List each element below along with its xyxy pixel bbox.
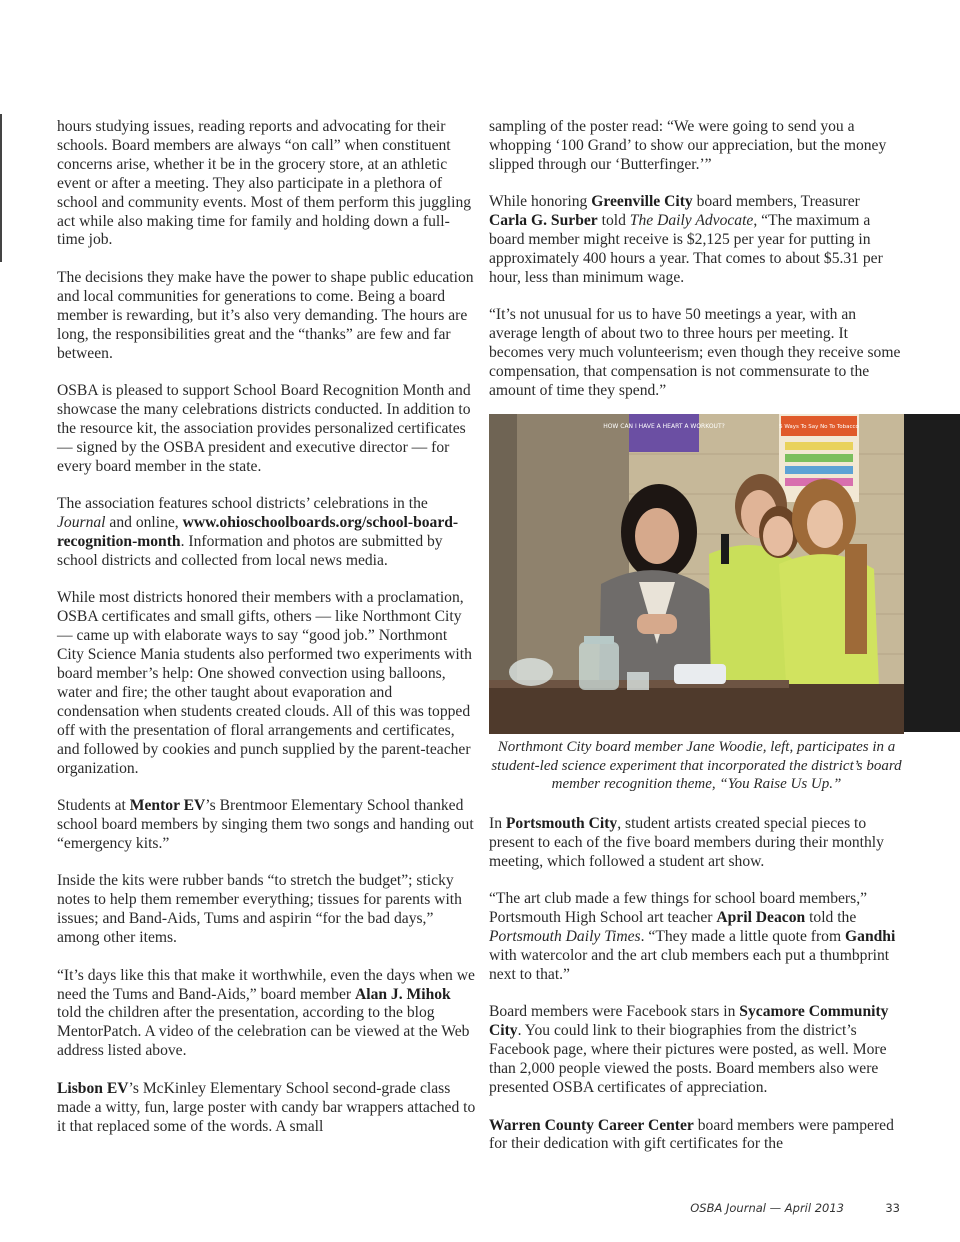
paragraph	[489, 1117, 901, 1155]
dark-side-bar	[904, 414, 960, 732]
paragraph: While most districts honored their members with a proclamation, OSBA certificates and small gifts, others — like Northmont City — came up with elaborate ways to say “good job.” Northmont City Science Mania students also performed two experiments with board member’s help: One showed convection using balloons, water and fire; the other taught about evaporation and condensation when students created clouds. All of this was topped off with the presentation of floral arrangements and certificates, and followed by cookies and punch supplied by the parent-teacher organization.	[57, 589, 472, 777]
photo-caption: Northmont City board member Jane Woodie, left, participates in a student-led science experiment that incorporated the district’s board member recognition theme, “You Raise Us Up.”	[491, 739, 902, 793]
paragraph: “It’s not unusual for us to have 50 meetings a year, with an average length of about two to three hours per meeting. It becomes very much volunteerism; even though they receive some compensation, that compensation is not commensurate to the amount of time they spend.”	[489, 306, 901, 400]
text-run: The association features school districts’ celebrations in the	[57, 495, 428, 513]
paragraph	[489, 193, 901, 288]
recognition-link[interactable]: www.ohioschoolboards.org/school-board-recognition-month	[57, 514, 459, 550]
paragraph	[57, 797, 477, 854]
district-name: Lisbon EV	[57, 1079, 129, 1097]
text-run: . You could link to their biographies from the district’s Facebook page, where their pictures were posted, as well. More than 2,000 people viewed the posts. Board members also were presented OSBA certificates of appreciation.	[489, 1022, 887, 1097]
paragraph	[489, 890, 901, 985]
text-run: , “The maximum a board member might receive is $2,125 per year for putting in approximately 400 hours a year. That comes to about $5.31 per hour, less than minimum wage.	[489, 212, 883, 286]
poster-text: 5 Ways To Say No To Tobacco	[779, 424, 859, 430]
newspaper-title: Portsmouth Daily Times	[489, 928, 641, 946]
text-run: ’s Brentmoor Elementary School thanked school board members by singing them two songs and handing out “emergency kits.”	[57, 797, 474, 852]
text-run: “It’s days like this that make it worthwhile, even the days when we need the Tums and Band-Aids,” board member	[57, 966, 475, 1003]
text-run: Board members were Facebook stars in	[489, 1003, 740, 1021]
text-run: ’s McKinley Elementary School second-grade class made a witty, fun, large poster with candy bar wrappers attached to it that replaced some of the words. A small	[57, 1079, 476, 1135]
district-name: Warren County Career Center	[489, 1116, 694, 1134]
text-run: board members were pampered for their dedication with gift certificates for the	[489, 1116, 894, 1153]
paragraph: OSBA is pleased to support School Board Recognition Month and showcase the many celebrations districts conducted. In addition to the resource kit, the association provides personalized certificates — signed by the OSBA president and executive director — for every board member in the state.	[57, 382, 471, 475]
text-run: While honoring	[489, 193, 592, 211]
paragraph	[57, 495, 477, 571]
text-run: told	[597, 212, 630, 230]
text-run: told the	[805, 909, 857, 927]
right-column-bottom	[489, 815, 901, 1154]
paragraph	[57, 1080, 477, 1137]
paragraph	[489, 1003, 901, 1098]
text-run: with watercolor and the art club members each put a thumbprint next to that.”	[489, 947, 890, 983]
text-run: “The art club made a few things for school board members,” Portsmouth High School art teacher	[489, 890, 868, 927]
journal-issue: OSBA Journal — April 2013	[690, 1201, 844, 1215]
right-column-top	[489, 118, 901, 401]
person-name: Carla G. Surber	[489, 212, 598, 230]
paragraph	[489, 815, 901, 872]
district-name: Greenville City	[591, 193, 693, 211]
journal-title: Journal	[57, 514, 106, 532]
person-name: Alan J. Mihok	[354, 985, 451, 1003]
paragraph: The decisions they make have the power to shape public education and local communities for generations to come. Being a board member is rewarding, but it’s also very demanding. The hours are long, the responsibilities great and the “thanks” are few and far between.	[57, 268, 474, 362]
person-name: Gandhi	[845, 928, 896, 946]
page-number: 33	[885, 1201, 900, 1215]
newspaper-title: The Daily Advocate	[629, 212, 754, 230]
poster-text: HOW CAN I HAVE A HEART A WORKOUT?	[603, 423, 725, 430]
text-run: . Information and photos are submitted by school districts and collected from local news media.	[57, 533, 443, 569]
text-run: and online,	[105, 514, 183, 532]
margin-rule	[0, 114, 2, 262]
classroom-photo	[489, 414, 904, 734]
paragraph: sampling of the poster read: “We were going to send you a whopping ‘100 Grand’ to show our appreciation, but the money slipped through our ‘Butterfinger.’”	[489, 118, 887, 173]
district-name: Mentor EV	[129, 797, 206, 815]
paragraph: Inside the kits were rubber bands “to stretch the budget”; sticky notes to help them remember everything; tissues for parents with issues; and Band-Aids, Tums and aspirin “for the bad days,” among other items.	[57, 872, 462, 947]
person-name: April Deacon	[716, 909, 806, 927]
district-name: Portsmouth City	[505, 815, 618, 832]
text-run: , student artists created special pieces to present to each of the five board members during their monthly meeting, which followed a student art show.	[489, 815, 884, 870]
text-run: board members, Treasurer	[692, 193, 860, 211]
page-footer	[600, 1201, 900, 1219]
text-run: . “They made a little quote from	[640, 928, 846, 946]
district-name: Sycamore Community City	[489, 1003, 889, 1040]
text-run: told the children after the presentation, according to the blog MentorPatch. A video of the celebration can be viewed at the Web address listed above.	[57, 1004, 470, 1060]
text-run: In	[489, 815, 506, 832]
left-column	[57, 118, 477, 1136]
paragraph	[57, 967, 477, 1062]
paragraph: hours studying issues, reading reports and advocating for their schools. Board members are always “on call” when constituent concerns arise, whether it be in the grocery store, at an athletic event or after a meeting. They also participate in a plethora of school and community events. Most of them perform this juggling act while also making time for family and holding down a full-time job.	[57, 118, 472, 249]
text-run: Students at	[57, 797, 130, 815]
